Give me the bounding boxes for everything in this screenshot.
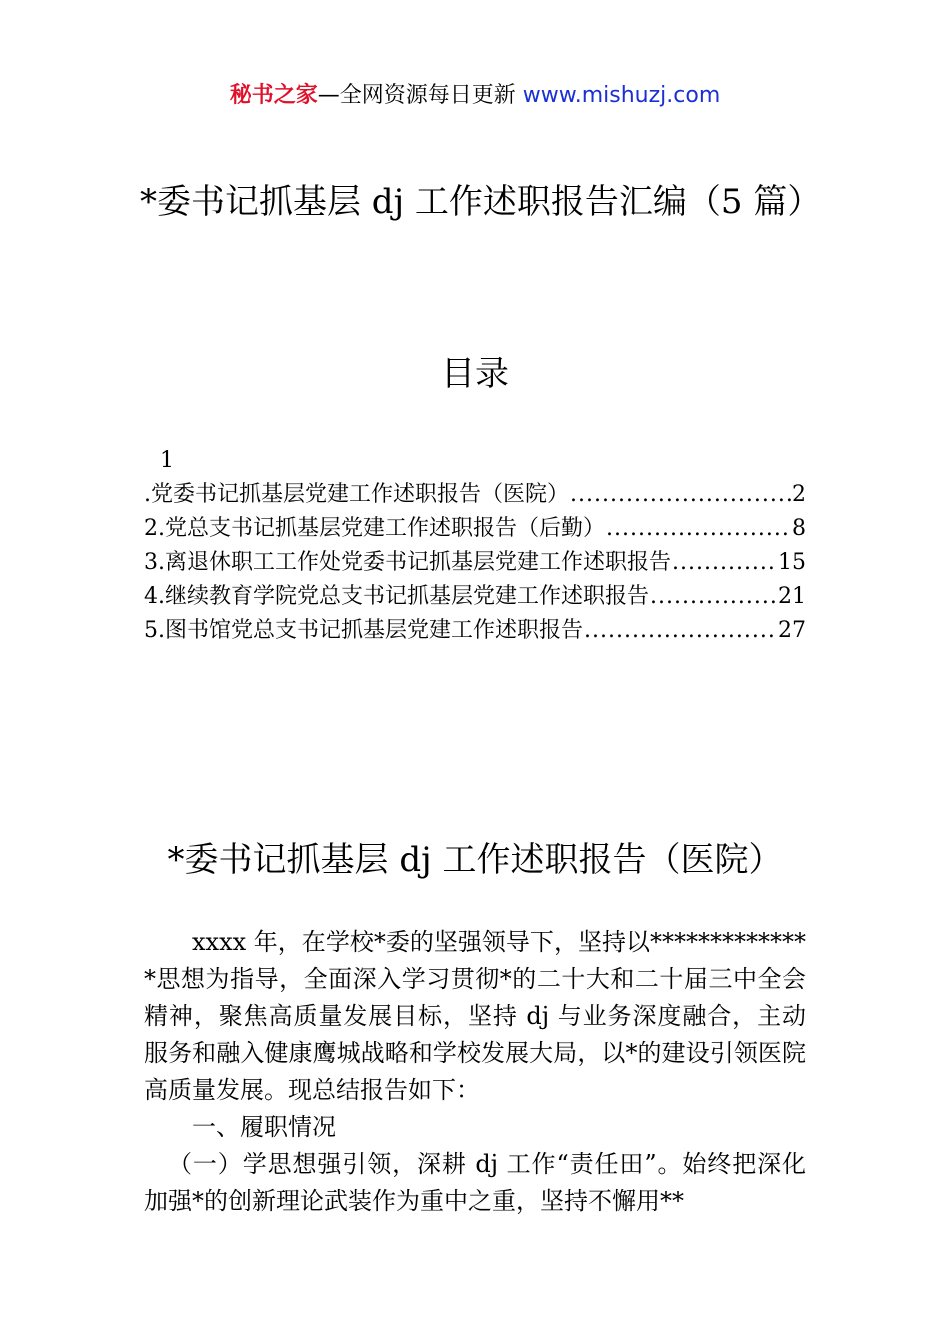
toc-leader-dots bbox=[672, 546, 777, 580]
toc-leader-dots bbox=[584, 614, 777, 648]
toc-item-label: 2.党总支书记抓基层党建工作述职报告（后勤） bbox=[144, 516, 605, 541]
section-title: *委书记抓基层 dj 工作述职报告（医院） bbox=[167, 840, 783, 880]
banner-tagline: 全网资源每日更新 bbox=[339, 83, 516, 108]
toc-leader-dots bbox=[570, 478, 791, 512]
section-heading: 一、履职情况 bbox=[192, 1113, 336, 1141]
toc-item[interactable] bbox=[144, 580, 806, 614]
toc-item-label: .党委书记抓基层党建工作述职报告（医院） bbox=[144, 482, 569, 507]
subsection-paragraph: （一）学思想强引领，深耕 dj 工作“责任田”。始终把深化加强*的创新理论武装作为重中之重，坚持不懈用** bbox=[144, 1150, 806, 1215]
toc-first-number: 1 bbox=[160, 448, 174, 473]
toc-item-page: 15 bbox=[778, 550, 806, 575]
report-body bbox=[144, 924, 806, 1220]
table-of-contents bbox=[144, 444, 806, 648]
toc-item-page: 27 bbox=[778, 618, 806, 643]
banner-url-link[interactable]: www.mishuzj.com bbox=[522, 83, 721, 108]
toc-item[interactable] bbox=[144, 614, 806, 648]
toc-item-page: 21 bbox=[778, 584, 806, 609]
banner-brand: 秘书之家 bbox=[229, 83, 318, 108]
toc-leader-dots bbox=[606, 512, 791, 546]
toc-item[interactable] bbox=[144, 546, 806, 580]
banner-dash: — bbox=[317, 83, 340, 108]
site-banner bbox=[0, 80, 950, 112]
toc-heading: 目录 bbox=[441, 354, 509, 394]
toc-item[interactable] bbox=[144, 512, 806, 546]
intro-paragraph: xxxx 年，在学校*委的坚强领导下，坚持以**************思想为指导，全面深入学习贯彻*的二十大和二十届三中全会精神，聚焦高质量发展目标，坚持 dj 与业务深度融合，主动服务和融入健康鹰城战略和学校发展大局，以*的建设引领医院高质量发展。现总结报告如下： bbox=[144, 928, 806, 1104]
toc-leader-dots bbox=[650, 580, 777, 614]
toc-item-label: 4.继续教育学院党总支书记抓基层党建工作述职报告 bbox=[144, 584, 649, 609]
toc-item-page: 8 bbox=[792, 516, 806, 541]
toc-item-page: 2 bbox=[792, 482, 806, 507]
document-title: *委书记抓基层 dj 工作述职报告汇编（5 篇） bbox=[140, 182, 822, 222]
toc-item[interactable] bbox=[144, 478, 806, 512]
toc-item-label: 3.离退休职工工作处党委书记抓基层党建工作述职报告 bbox=[144, 550, 671, 575]
toc-item-label: 5.图书馆党总支书记抓基层党建工作述职报告 bbox=[144, 618, 583, 643]
